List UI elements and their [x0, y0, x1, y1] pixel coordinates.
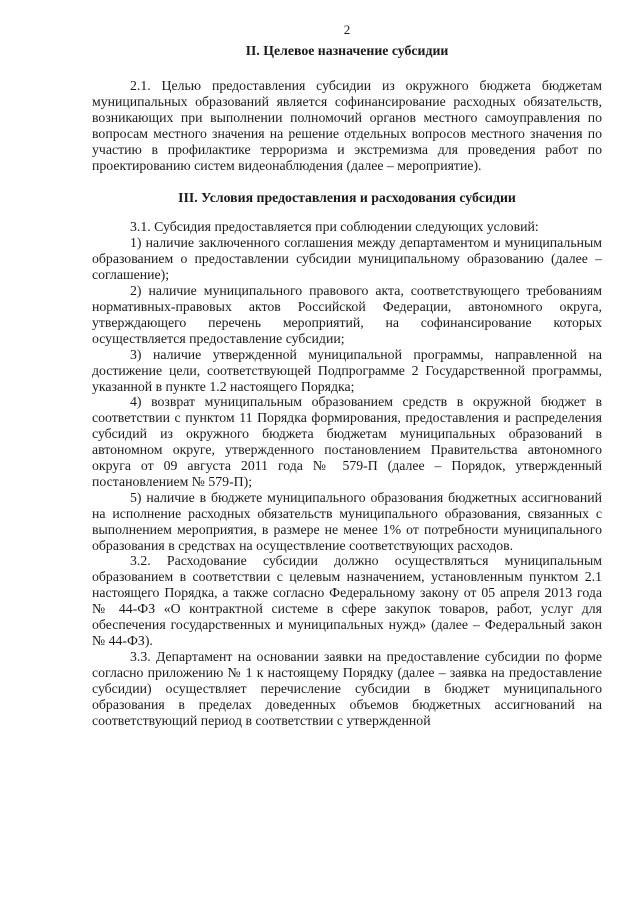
paragraph-condition-1: 1) наличие заключенного соглашения между департаментом и муниципальным образованием о предоставлении субсидии муниципальному образованию (далее – соглашение);: [92, 235, 602, 283]
paragraph-3-3: 3.3. Департамент на основании заявки на предоставление субсидии по форме согласно приложению № 1 к настоящему Порядку (далее – заявка на предоставление субсидии) осуществляет перечисление субсидии в бюджет муниципального образования в пределах доведенных объемов бюджетных ассигнований на соответствующий период в соответствии с утвержденной: [92, 648, 602, 728]
paragraph-3-1: 3.1. Субсидия предоставляется при соблюдении следующих условий:: [130, 219, 539, 235]
section-title-conditions: III. Условия предоставления и расходования субсидии: [178, 190, 516, 206]
document-page: [92, 22, 602, 728]
paragraph-3-2: 3.2. Расходование субсидии должно осуществляться муниципальным образованием в соответствии с целевым назначением, установленным пунктом 2.1 настоящего Порядка, а также согласно Федеральному закону от 05 апреля 2013 года № 44-ФЗ «О контрактной системе в сфере закупок товаров, работ, услуг для обеспечения государственных и муниципальных нужд» (далее – Федеральный закон № 44-ФЗ).: [92, 553, 602, 648]
paragraph-condition-5: 5) наличие в бюджете муниципального образования бюджетных ассигнований на исполнение расходных обязательств муниципального образования, связанных с выполнением мероприятия, в размере не менее 1% от потребности муниципального образования в средствах на осуществление соответствующих расходов.: [92, 489, 602, 553]
paragraph-condition-3: 3) наличие утвержденной муниципальной программы, направленной на достижение цели, соответствующей Подпрограмме 2 Государственной программы, указанной в пункте 1.2 настоящего Порядка;: [92, 346, 602, 394]
paragraph-2-1: 2.1. Целью предоставления субсидии из окружного бюджета бюджетам муниципальных образований является софинансирование расходных обязательств, возникающих при выполнении полномочий органов местного самоуправления по вопросам местного значения на решение отдельных вопросов местного значения по участию в профилактике терроризма и экстремизма для проведения работ по проектированию систем видеонаблюдения (далее – мероприятие).: [92, 78, 602, 173]
section-title-purpose: II. Целевое назначение субсидии: [245, 43, 449, 58]
paragraph-condition-4: 4) возврат муниципальным образованием средств в окружной бюджет в соответствии с пунктом 11 Порядка формирования, предоставления и распределения субсидий из окружного бюджета бюджетам муниципальных образований в автономном округе, утвержденного постановлением Правительства автономного округа от 09 августа 2011 года № 579-П (далее – Порядок, утвержденный постановлением № 579-П);: [92, 394, 602, 489]
page-number: 2: [343, 22, 351, 37]
paragraph-condition-2: 2) наличие муниципального правового акта, соответствующего требованиям нормативных-правовых актов Российской Федерации, автономного округа, утверждающего перечень мероприятий, на софинансирование которых осуществляется предоставление субсидии;: [92, 283, 602, 346]
